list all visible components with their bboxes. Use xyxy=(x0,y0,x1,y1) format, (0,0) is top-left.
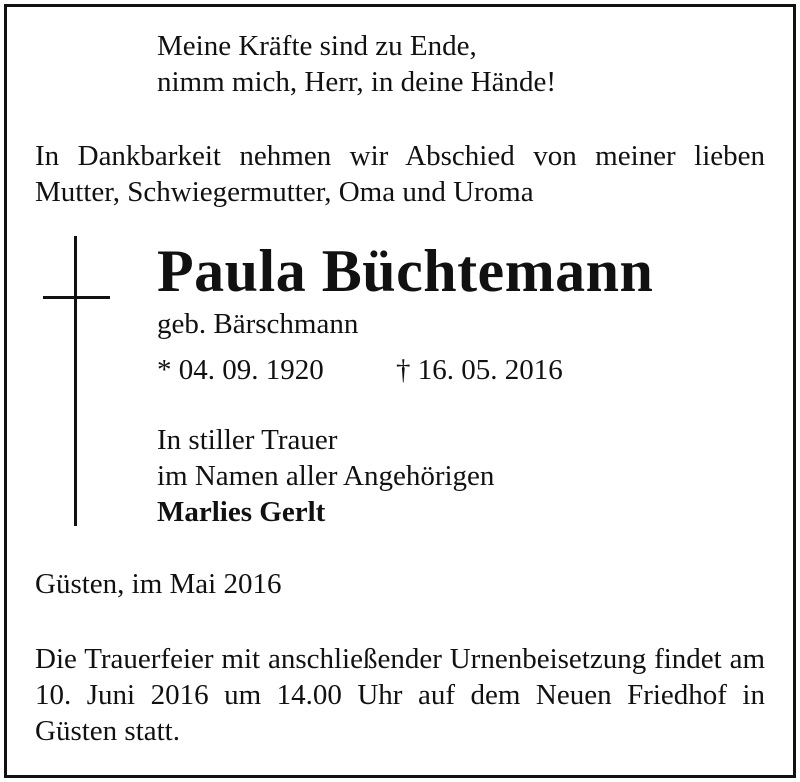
intro-text: In Dankbarkeit nehmen wir Abschied von meiner lieben Mutter, Schwiegermutter, Oma und Uroma xyxy=(35,140,765,208)
cross-icon-bar xyxy=(43,296,110,299)
birth-date: * 04. 09. 1920 xyxy=(157,354,324,386)
deceased-name: Paula Büchtemann xyxy=(157,238,654,304)
verse-line-1: Meine Kräfte sind zu Ende, xyxy=(157,30,477,62)
cross-icon xyxy=(74,236,77,526)
death-date: † 16. 05. 2016 xyxy=(396,354,563,386)
mourners-line-1: In stiller Trauer xyxy=(157,424,338,456)
place-date: Güsten, im Mai 2016 xyxy=(35,568,282,600)
maiden-name: geb. Bärschmann xyxy=(157,308,359,340)
mourners-line-2: im Namen aller Angehörigen xyxy=(157,460,495,492)
signatory: Marlies Gerlt xyxy=(157,496,326,528)
verse-line-2: nimm mich, Herr, in deine Hände! xyxy=(157,66,557,98)
ceremony-text: Die Trauerfeier mit anschließender Urnenbeisetzung findet am 10. Juni 2016 um 14.00 Uhr auf dem Neuen Friedhof in Güsten statt. xyxy=(35,643,765,747)
